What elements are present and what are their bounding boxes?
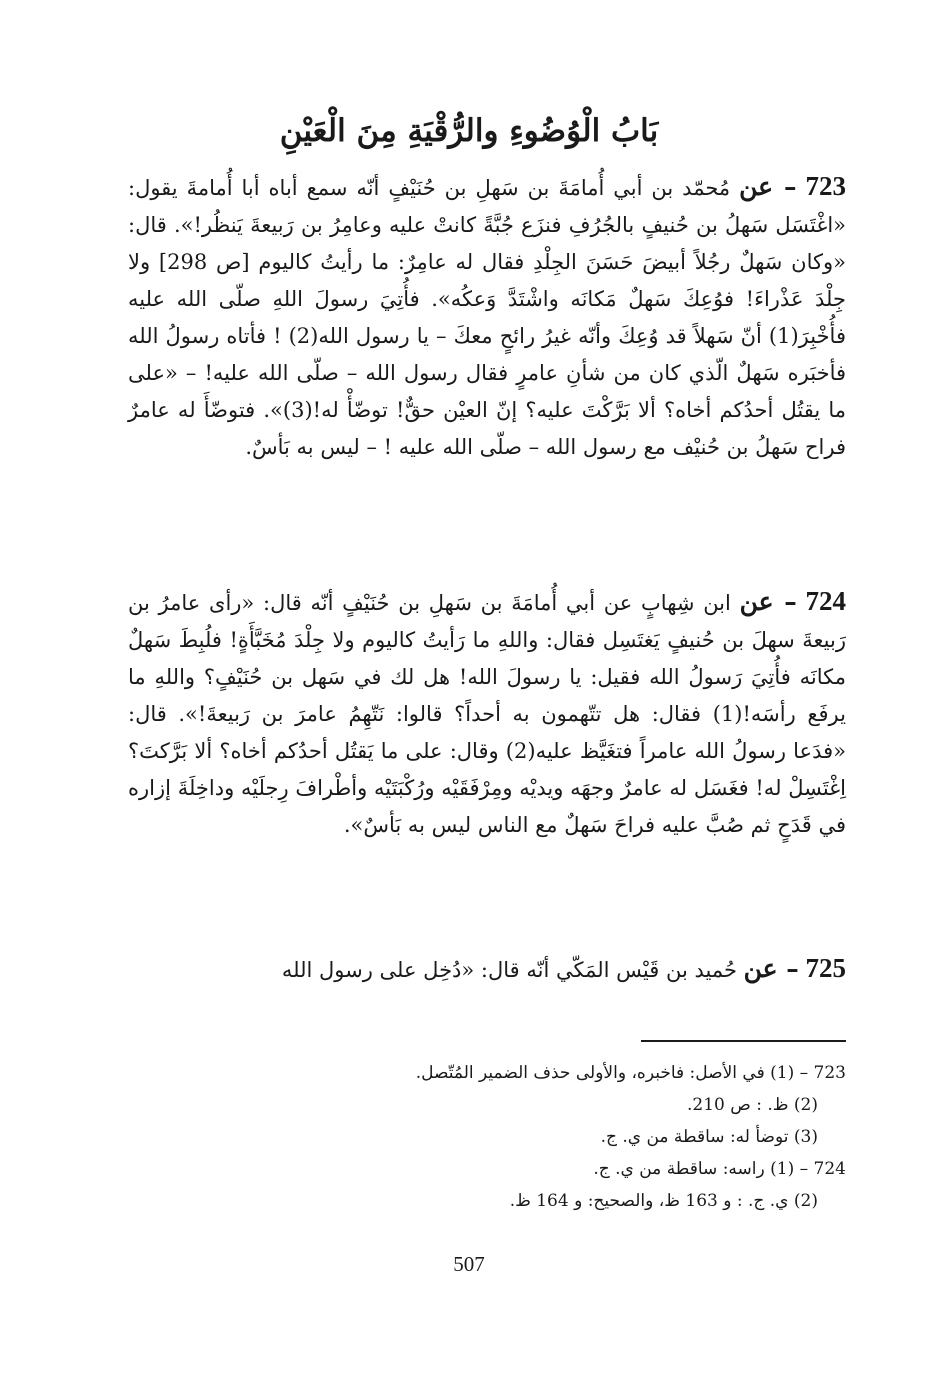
footnote: 723 – (1) في الأصل: فاخبره، والأولى حذف الضمير المُتّصل. — [415, 1063, 846, 1083]
hadith-intro: – عن — [739, 172, 797, 201]
hadith-text: مُحمّد بن أبي أُمامَةَ بن سَهلِ بن حُنَيْفٍ أنّه سمع أباه أبا أُمامةَ يقول: «اغْتَسَل سَهلُ بن حُنيفٍ بالجُرُفِ فنزَع جُبَّةً كانتْ عليه وعامِرُ بن رَبيعةَ يَنظُر!». قال: «وكان سَهلٌ رجُلاً أبيضَ حَسَنَ الجِلْدِ فقال له عامِرٌ: ما رأيتُ كاليوم [ص 298] ولا جِلْدَ عَذْراءَ! فوُعِكَ سَهلٌ مَكانَه واشْتَدَّ وَعكُه». فأُتِيَ رسولَ اللهِ صلّى الله عليه فأُخْبِرَ(1) أنّ سَهلاً قد وُعِكَ وأنّه غيرُ رائحٍ معكَ – يا رسول الله(2) ! فأتاه رسولُ الله فأخبَره سَهلٌ الّذي كان من شأنِ عامرٍ فقال رسول الله – صلّى الله عليه! – «على ما يقتُل أحدُكم أخاه؟ ألا بَرَّكْتَ عليه؟ إنّ العيْن حقٌّ! توضّأْ له!(3)». فتوضّأَ له عامرٌ فراح سَهلُ بن حُنيْف مع رسول الله – صلّى الله عليه ! – ليس به بَأسٌ. — [128, 176, 846, 459]
footnotes — [120, 1057, 846, 1217]
footnote: (2) ي. ج. : و 163 ظ، والصحيح: و 164 ظ. — [509, 1191, 818, 1211]
hadith-text: حُميد بن قَيْس المَكّي أنّه قال: «دُخِل على رسول الله — [281, 958, 737, 982]
footnote: 724 – (1) راسه: ساقطة من ي. ج. — [593, 1159, 846, 1179]
hadith-intro: – عن — [739, 587, 797, 616]
footnote-divider — [641, 1040, 846, 1042]
page-number: 507 — [453, 1252, 485, 1276]
hadith-text: ابن شِهابٍ عن أبي أُمامَةَ بن سَهلِ بن حُنَيْفٍ أنّه قال: «رأى عامرُ بن رَبيعةَ سهلَ بن حُنيفٍ يَغتَسِل فقال: واللهِ ما رَأيتُ كاليوم ولا جِلْدَ مُخَبَّأَةٍ! فلُبِطَ سَهلٌ مكانَه فأُتِيَ رَسولُ الله فقيل: يا رسولَ الله! هل لك في سَهل بن حُنَيْفٍ؟ واللهِ ما يرفَع رأسَه!(1) فقال: هل تتّهمون به أحداً؟ قالوا: نَتّهِمُ عامرَ بن رَبيعةَ!». قال: «فدَعا رسولُ الله عامراً فتغَيَّظ عليه(2) وقال: على ما يَقتُل أحدُكم أخاه؟ ألا بَرَّكتَ؟ اِغْتَسِلْ له! فغَسَل له عامرٌ وجهَه ويديْه ومِرْفَقَيْه ورُكْبَتَيْه وأطْرافَ رِجلَيْه وداخِلَةَ إزاره في قَدَحٍ ثم صُبَّ عليه فراحَ سَهلٌ مع الناس ليس به بَأسٌ». — [128, 591, 846, 837]
hadith-number: 724 — [805, 586, 846, 616]
hadith-723 — [128, 168, 846, 466]
hadith-724 — [128, 583, 846, 844]
hadith-number: 723 — [805, 171, 846, 201]
chapter-title: بَابُ الْوُضُوءِ والرُّقْيَةِ مِنَ الْعَيْنِ — [279, 113, 659, 149]
footnote: (3) توضأ له: ساقطة من ي. ج. — [600, 1127, 818, 1147]
hadith-725 — [128, 950, 846, 989]
hadith-intro: – عن — [743, 954, 799, 983]
footnote: (2) ظ. : ص 210. — [687, 1095, 818, 1115]
hadith-number: 725 — [805, 953, 846, 983]
